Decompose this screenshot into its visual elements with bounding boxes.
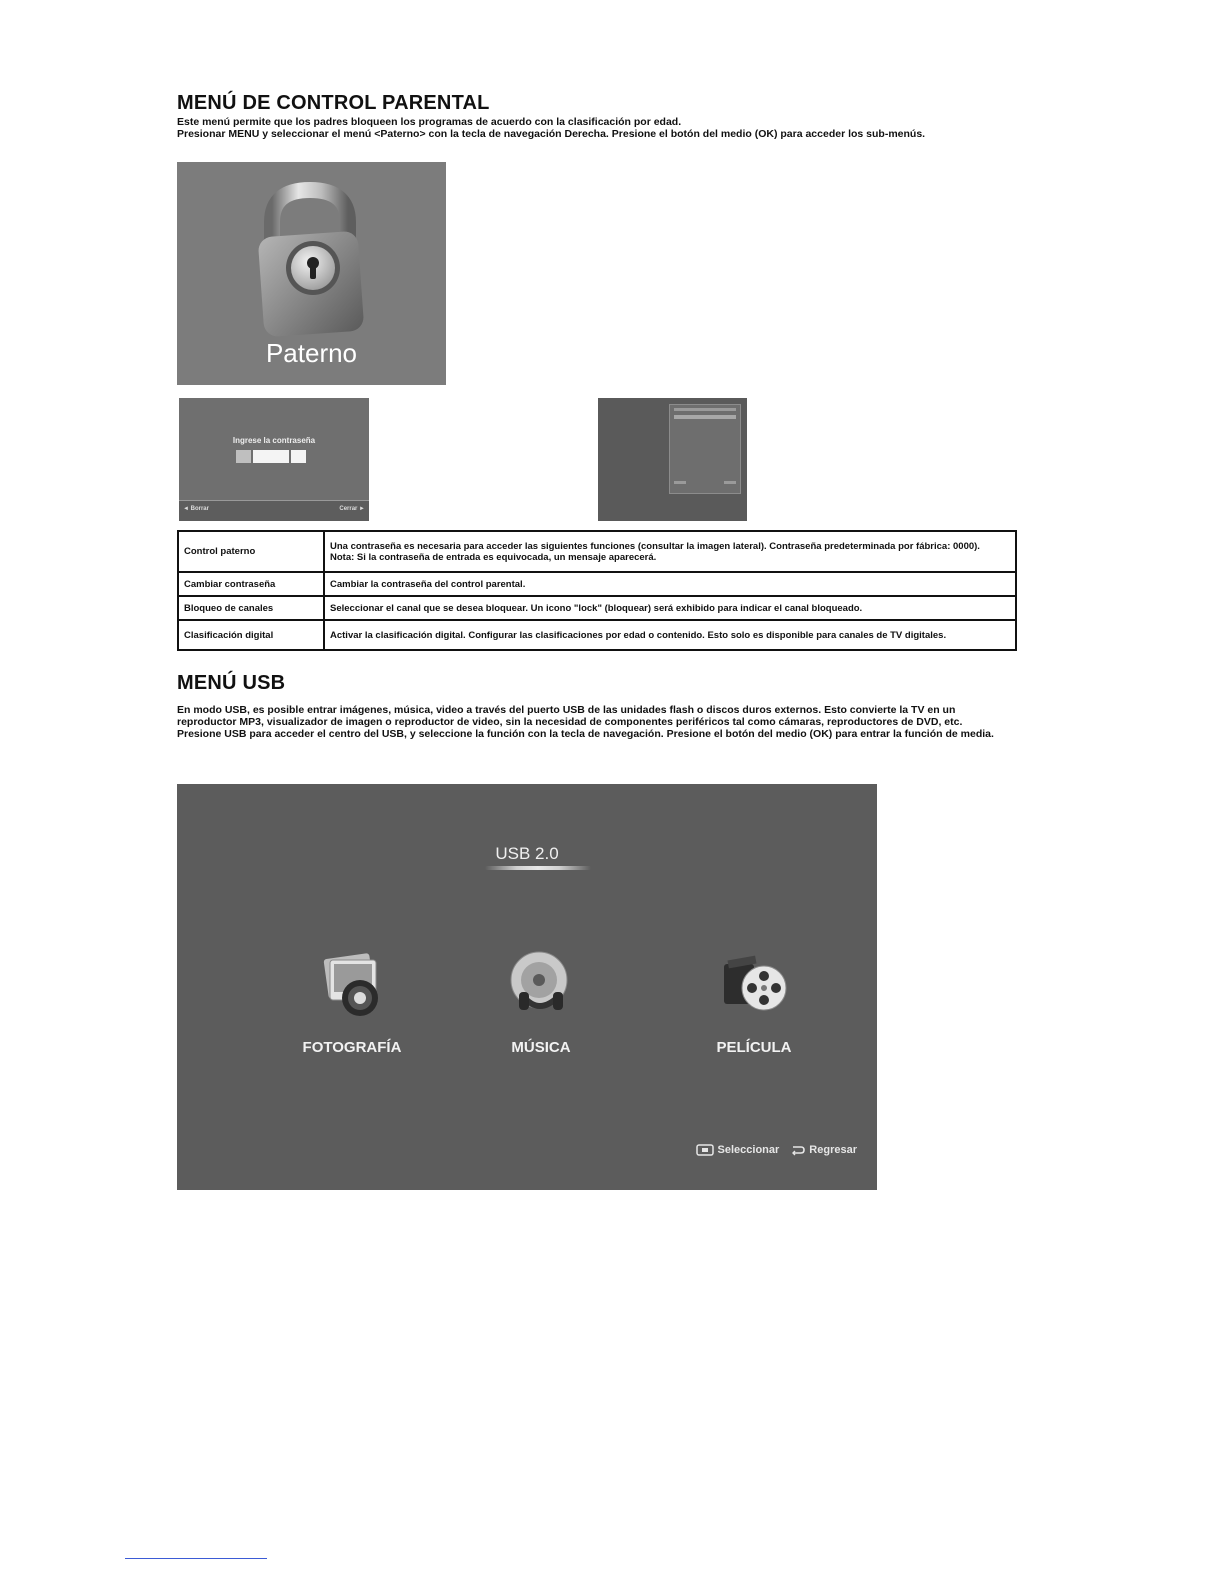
feature-name: Bloqueo de canales [178,596,324,620]
usb-select-hint-label: Seleccionar [717,1144,780,1156]
feature-description-line: Una contraseña es necesaria para acceder las siguientes funciones (consultar la imagen lateral). Contraseña predeterminada por fábrica: 0000). [330,540,980,552]
table-row [178,620,1016,650]
paterno-screen [177,162,446,385]
usb-heading: MENÚ USB [177,672,286,694]
table-row [178,596,1016,620]
usb-music-option[interactable] [456,944,626,1056]
usb-screen [177,784,877,1190]
channel-footer-hint [724,481,736,484]
usb-photo-option[interactable] [267,944,437,1056]
parental-intro-line1: Este menú permite que los padres bloqueen los programas de acuerdo con la clasificación por edad. [177,116,682,128]
feature-name: Control paterno [178,531,324,572]
password-title: Ingrese la contraseña [232,436,316,445]
password-digit-box [236,450,251,463]
feature-description: Seleccionar el canal que se desea bloquear. Un icono "lock" (bloquear) será exhibido para indicar el canal bloqueado. [324,596,1016,620]
channel-list-row[interactable] [674,415,736,419]
usb-hint-bar [696,1144,857,1156]
channel-list-header [674,408,736,411]
password-delete-hint: ◄ Borrar [183,506,209,512]
channel-footer-hint [674,481,686,484]
usb-music-label: MÚSICA [511,1039,571,1056]
usb-movie-label: PELÍCULA [716,1039,792,1056]
feature-name: Cambiar contraseña [178,572,324,596]
footnote-separator [125,1558,267,1559]
parental-heading: MENÚ DE CONTROL PARENTAL [177,92,490,114]
password-screen [179,398,369,521]
film-reel-icon [714,944,794,1024]
ok-button-icon [696,1144,714,1156]
usb-photo-label: FOTOGRAFÍA [302,1039,402,1056]
feature-description: Cambiar la contraseña del control parental. [324,572,1016,596]
feature-description: Activar la clasificación digital. Configurar las clasificaciones por edad o contenido. Esto solo es disponible para canales de TV digitales. [324,620,1016,650]
usb-screen-title: USB 2.0 [495,844,559,863]
channel-lock-screen [598,398,747,521]
table-row [178,572,1016,596]
table-row [178,531,1016,572]
usb-intro [177,704,1017,740]
parental-intro [177,116,1017,140]
usb-select-hint [696,1144,780,1156]
usb-back-hint-label: Regresar [809,1144,857,1156]
return-icon [791,1144,805,1156]
usb-intro-para2: Presione USB para acceder el centro del USB, y seleccione la función con la tecla de navegación. Presione el botón del medio (OK) para entrar la función de media. [177,728,994,740]
password-hint-bar [179,500,369,521]
usb-intro-para1: En modo USB, es posible entrar imágenes, música, video a través del puerto USB de las unidades flash o discos duros externos. Esto convierte la TV en un reproductor MP3, visualizador de imagen o reproductor de video, sin la necesidad de componentes periféricos tal como cámaras, reproductores de DVD, etc. [177,704,963,728]
password-close-hint: Cerrar ► [339,506,365,512]
paterno-label: Paterno [265,338,358,368]
feature-description [324,531,1016,572]
password-input[interactable] [236,450,306,463]
usb-title-underline [485,866,591,870]
photo-icon [312,944,392,1024]
feature-name: Clasificación digital [178,620,324,650]
usb-movie-option[interactable] [669,944,839,1056]
usb-back-hint [791,1144,857,1156]
parental-intro-line2: Presionar MENU y seleccionar el menú <Paterno> con la tecla de navegación Derecha. Presione el botón del medio (OK) para acceder los sub-menús. [177,128,926,140]
channel-list-panel [669,404,741,494]
password-digit-box [253,450,289,463]
feature-description-line: Nota: Si la contraseña de entrada es equivocada, un mensaje aparecerá. [330,551,657,563]
parental-feature-table [177,530,1017,651]
password-digit-box [291,450,306,463]
music-icon [501,944,581,1024]
